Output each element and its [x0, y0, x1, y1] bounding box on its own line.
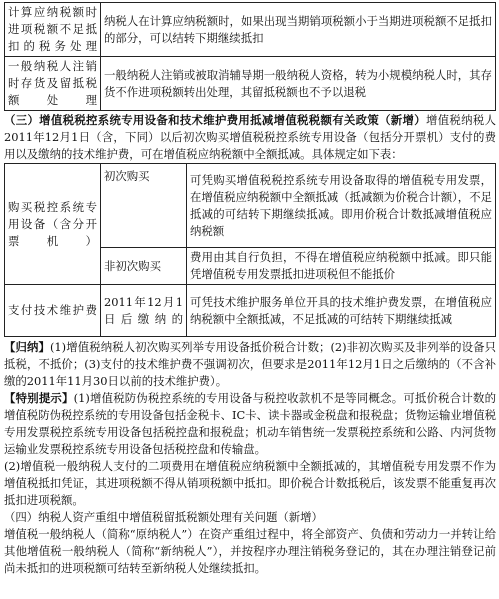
summary-text: (1)增值税纳税人初次购买列举专用设备抵价税合计数；(2)非初次购买及非列举的设备只抵税，不抵价；(3)支付的技术维护费不强调初次，但要求是2011年12月1日之后缴纳的（不含补缴的2011年11月30日以前的技术维护费）。	[4, 340, 496, 388]
row-label: 一般纳税人注销时存货及留抵税额处理	[5, 57, 101, 111]
summary-tag: 【归纳】	[4, 340, 50, 354]
tip-paragraph	[4, 390, 496, 458]
table-row	[5, 57, 496, 111]
sub-label: 初次购买	[101, 164, 187, 248]
table-row	[5, 164, 496, 248]
row-content: 费用由其自行负担，不得在增值税应纳税额中抵减。即只能凭增值税专用发票抵扣进项税但不能抵价	[187, 248, 496, 285]
tip-text-1: (1)增值税防伪税控系统的专用设备与税控收款机不是等同概念。可抵价税合计数的增值税防伪税控系统的专用设备包括金税卡、IC卡、读卡器或金税盘和报税盘；货物运输业增值税专用发票税控系统专用设备包括税控盘和报税盘；机动车销售统一发票税控系统和公路、内河货物运输业发票税控系统专用设备包括税控盘和传输盘。	[4, 391, 496, 456]
sub-label: 2011年12月1日后缴纳的	[101, 285, 187, 337]
table-row	[5, 285, 496, 337]
section-heading: （四）纳税人资产重组中增值税留抵税额处理有关问题（新增）	[4, 510, 323, 524]
tax-control-equipment-table	[4, 163, 496, 337]
sub-label: 非初次购买	[101, 248, 187, 285]
row-label: 计算应纳税额时进项税额不足抵扣的税务处理	[5, 3, 101, 57]
summary-paragraph	[4, 339, 496, 390]
tip-tag: 【特别提示】	[4, 391, 74, 405]
group-label: 购买税控系统专用设备（含分开票机）	[5, 164, 101, 285]
row-content: 可凭购买增值税税控系统专用设备取得的增值税专用发票，在增值税应纳税额中全额抵减（抵减额为价税合计额），不足抵减的可结转下期继续抵减。即用价税合计数抵减增值税应纳税额	[187, 164, 496, 248]
row-content: 一般纳税人注销或被取消辅导期一般纳税人资格，转为小规模纳税人时，其存货不作进项税额转出处理，其留抵税额也不予以退税	[101, 57, 496, 111]
tip-paragraph-2: (2)增值税一般纳税人支付的二项费用在增值税应纳税额中全额抵减的，其增值税专用发票不作为增值税抵扣凭证，其进项税额不得从销项税额中抵扣。即价税合计数抵税后，该发票不能重复再次抵扣进项税额。	[4, 459, 496, 507]
section-body: 增值税纳税人2011年12月1日（含，下同）以后初次购买增值税税控系统专用设备（包括分开票机）支付的费用以及缴纳的技术维护费，可在增值税应纳税额中全额抵减。具体规定如下表：	[4, 113, 496, 161]
table-row	[5, 3, 496, 57]
row-content: 纳税人在计算应纳税额时，如果出现当期销项税额小于当期进项税额不足抵扣的部分，可以结转下期继续抵扣	[101, 3, 496, 57]
document-page	[4, 2, 496, 577]
section-body: 增值税一般纳税人（简称“原纳税人”）在资产重组过程中，将全部资产、负债和劳动力一并转让给其他增值税一般纳税人（简称“新纳税人”），并按程序办理注销税务登记的，其在办理注销登记前尚未抵扣的进项税额可结转至新纳税人处继续抵扣。	[4, 527, 496, 575]
section-heading: （三）增值税税控系统专用设备和技术维护费用抵减增值税税额有关政策（新增）增值税纳税人2011年12月1日（含，下同）以后初次购买增值税税控系统专用设备（包括分开票机）支付的费用以及缴纳的技术维护费，可在增值税应纳税额中全额抵减。具体规定如下表：	[4, 113, 496, 161]
group-label: 支付技术维护费	[5, 285, 101, 337]
tax-treatment-table	[4, 2, 496, 111]
row-content: 可凭技术维护服务单位开具的技术维护费发票，在增值税应纳税额中全额抵减，不足抵减的可结转下期继续抵减	[187, 285, 496, 337]
